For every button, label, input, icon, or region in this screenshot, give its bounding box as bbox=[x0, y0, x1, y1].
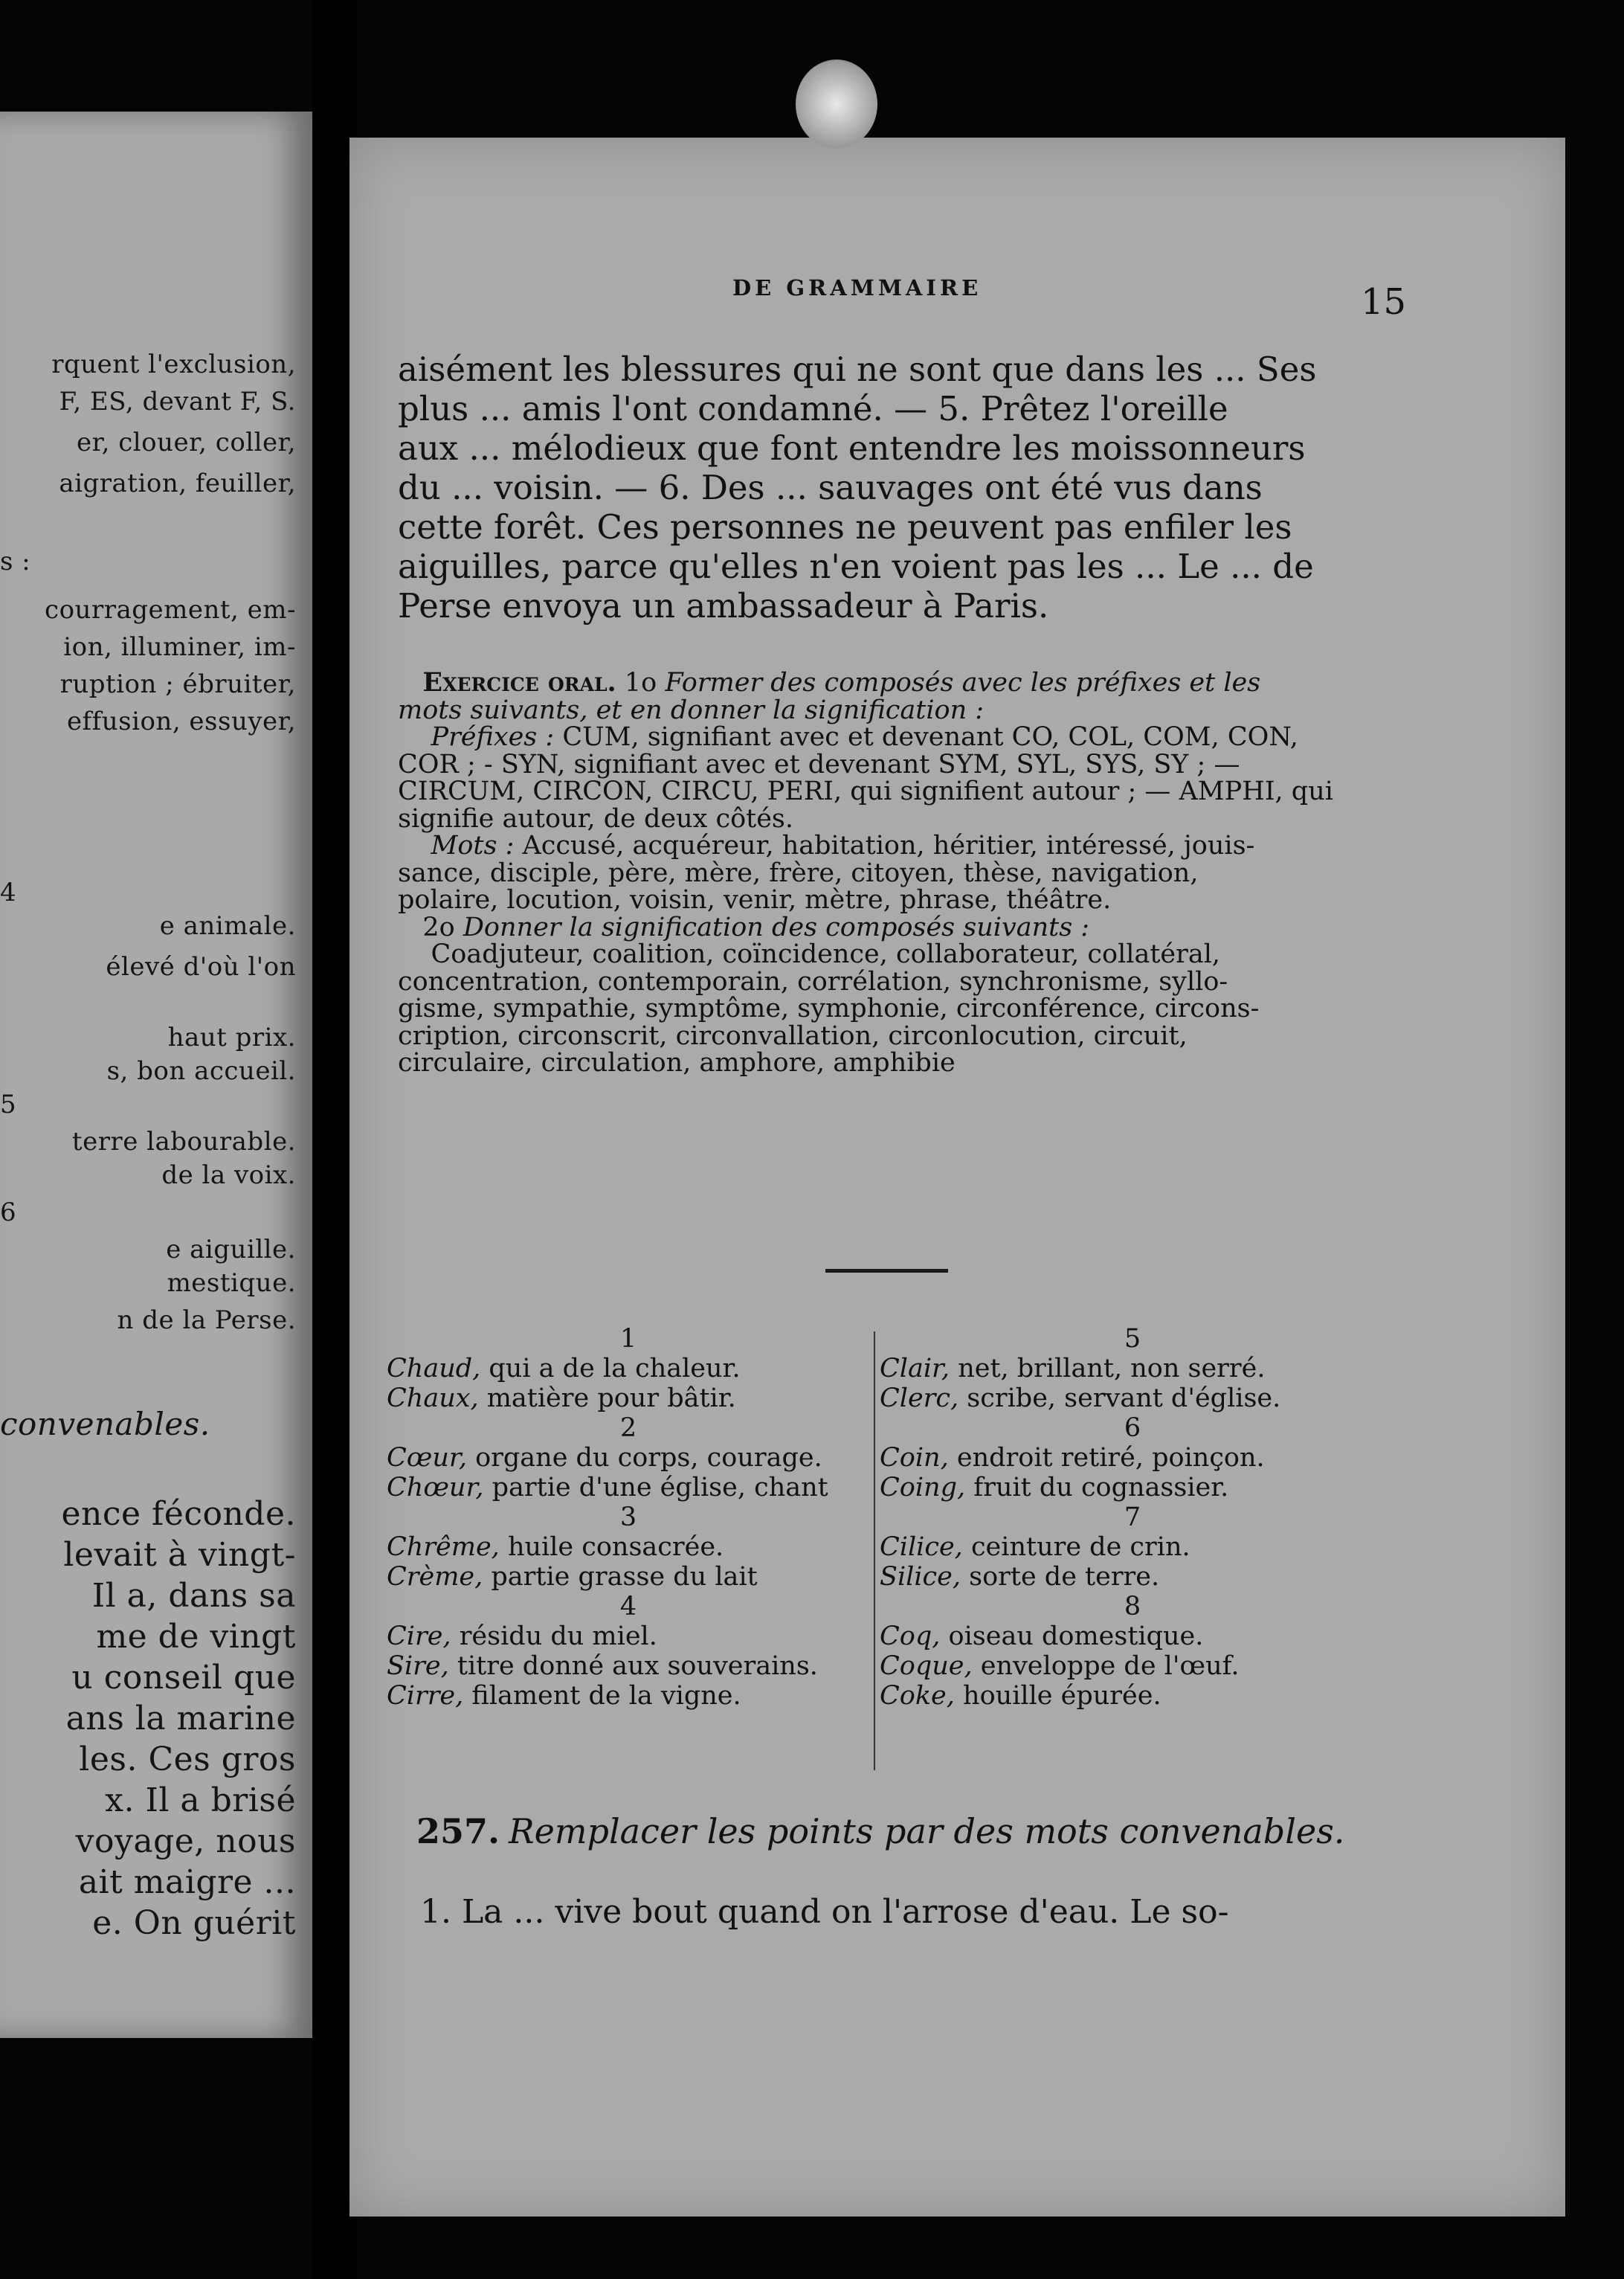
exercise-instruction: mots suivants, et en donner la signification : bbox=[398, 695, 985, 725]
homonym-group-number: 3 bbox=[619, 1502, 637, 1532]
left-page-line: e. On guérit bbox=[92, 1904, 296, 1942]
left-page-line: ence féconde. bbox=[61, 1495, 296, 1533]
part2-text: Coadjuteur, coalition, coïncidence, collaborateur, collatéral, bbox=[431, 939, 1221, 969]
exercise-instruction: Donner la signification des composés suivants : bbox=[463, 912, 1090, 942]
left-page-line: élevé d'où l'on bbox=[106, 952, 296, 982]
mots-text: Accusé, acquéreur, habitation, héritier, intéressé, jouis- bbox=[522, 831, 1255, 861]
prefixes-line bbox=[398, 724, 1398, 751]
homonym-word: Coin, bbox=[880, 1443, 949, 1473]
homonym-entry bbox=[387, 1383, 870, 1413]
homonym-entry bbox=[880, 1621, 1385, 1651]
left-page-line: mestique. bbox=[167, 1268, 296, 1298]
left-page-line: convenables. bbox=[0, 1406, 210, 1442]
left-page-line: aigration, feuiller, bbox=[59, 469, 296, 498]
exercise-instruction: Remplacer les points par des mots convenables. bbox=[509, 1811, 1345, 1851]
column-separator bbox=[874, 1331, 875, 1770]
homonym-definition: huile consacrée. bbox=[507, 1532, 724, 1562]
part-number: 1o bbox=[624, 668, 657, 698]
left-page-line: haut prix. bbox=[167, 1023, 296, 1052]
left-page-line: x. Il a brisé bbox=[105, 1781, 296, 1819]
homonym-word: Cirre, bbox=[387, 1681, 464, 1711]
homonym-entry bbox=[387, 1562, 870, 1592]
homonym-definition: partie d'une église, chant bbox=[492, 1473, 828, 1502]
left-page-line: n de la Perse. bbox=[117, 1305, 296, 1335]
homonym-group-number: 8 bbox=[1124, 1592, 1141, 1621]
left-page-line: Il a, dans sa bbox=[91, 1577, 296, 1615]
homonym-word: Chrême, bbox=[387, 1532, 500, 1562]
paragraph-line: aisément les blessures qui ne sont que dans les ... Ses bbox=[398, 350, 1317, 389]
part2-line: cription, circonscrit, circonvallation, circonlocution, circuit, bbox=[398, 1020, 1188, 1051]
homonym-definition: partie grasse du lait bbox=[491, 1562, 758, 1592]
left-page-line: ruption ; ébruiter, bbox=[59, 669, 296, 699]
exercise-number: 257. bbox=[416, 1811, 500, 1851]
mots-line: sance, disciple, père, mère, frère, citoyen, thèse, navigation, bbox=[398, 858, 1199, 888]
mots-line bbox=[398, 832, 1398, 860]
homonym-entry bbox=[387, 1681, 870, 1711]
prefixes-line: CIRCUM, CIRCON, CIRCU, PERI, qui signifient autour ; — AMPHI, qui bbox=[398, 777, 1333, 806]
exercise-instruction-line bbox=[398, 697, 1398, 724]
left-page-line: ans la marine bbox=[65, 1700, 296, 1738]
paper-stain bbox=[796, 60, 877, 149]
left-page-line: voyage, nous bbox=[75, 1822, 296, 1860]
homonym-entry bbox=[880, 1681, 1385, 1711]
left-page-line: 6 bbox=[0, 1198, 17, 1227]
homonym-word: Sire, bbox=[387, 1651, 449, 1681]
homonym-entry bbox=[880, 1473, 1385, 1502]
oral-exercise bbox=[398, 669, 1398, 1077]
homonym-group-number: 2 bbox=[619, 1413, 637, 1443]
homonym-group-number: 7 bbox=[1124, 1502, 1141, 1532]
running-header: DE GRAMMAIRE bbox=[732, 275, 982, 300]
homonym-entry bbox=[387, 1473, 870, 1502]
exercise-257-first-line: 1. La ... vive bout quand on l'arrose d'eau. Le so- bbox=[420, 1893, 1229, 1931]
homonym-entry bbox=[387, 1532, 870, 1562]
part-number: 2o bbox=[422, 912, 455, 942]
left-page-line: 5 bbox=[0, 1090, 17, 1119]
paragraph-line: aux ... mélodieux que font entendre les moissonneurs bbox=[398, 428, 1306, 468]
homonym-word: Cire, bbox=[387, 1621, 451, 1651]
homonym-entry bbox=[880, 1383, 1385, 1413]
homonym-definition: oiseau domestique. bbox=[948, 1621, 1204, 1651]
exercise-257-heading bbox=[416, 1811, 1344, 1851]
exercise-intro bbox=[398, 669, 1398, 697]
left-page bbox=[0, 112, 312, 2038]
paragraph-line: du ... voisin. — 6. Des ... sauvages ont été vus dans bbox=[398, 468, 1263, 507]
homonym-group-number: 4 bbox=[619, 1592, 637, 1621]
homonym-definition: houille épurée. bbox=[963, 1681, 1161, 1711]
left-page-line: ait maigre ... bbox=[78, 1863, 296, 1901]
homonym-definition: ceinture de crin. bbox=[970, 1532, 1190, 1562]
body-paragraph bbox=[398, 350, 1398, 626]
left-page-line: effusion, essuyer, bbox=[66, 707, 296, 736]
left-page-line: terre labourable. bbox=[71, 1127, 296, 1157]
left-page-line: e aiguille. bbox=[166, 1235, 296, 1264]
homonym-word: Clerc, bbox=[880, 1383, 959, 1413]
part2-intro bbox=[398, 914, 1398, 942]
homonym-definition: net, brillant, non serré. bbox=[958, 1354, 1266, 1383]
homonym-definition: titre donné aux souverains. bbox=[457, 1651, 818, 1681]
homonym-definition: fruit du cognassier. bbox=[973, 1473, 1229, 1502]
left-page-line: courragement, em- bbox=[45, 595, 296, 625]
homonym-word: Coke, bbox=[880, 1681, 955, 1711]
homonym-word: Coing, bbox=[880, 1473, 966, 1502]
homonym-word: Crème, bbox=[387, 1562, 483, 1592]
left-page-line: les. Ces gros bbox=[79, 1740, 296, 1778]
homonym-definition: filament de la vigne. bbox=[471, 1681, 741, 1711]
part2-line: circulaire, circulation, amphore, amphibie bbox=[398, 1048, 956, 1078]
homonyms-left-column bbox=[387, 1324, 870, 1711]
homonym-definition: scribe, servant d'église. bbox=[967, 1383, 1281, 1413]
homonym-definition: sorte de terre. bbox=[969, 1562, 1160, 1592]
homonym-word: Coque, bbox=[880, 1651, 973, 1681]
left-page-line: levait à vingt- bbox=[63, 1536, 296, 1574]
left-page-line: s : bbox=[0, 547, 31, 576]
homonym-entry bbox=[880, 1651, 1385, 1681]
left-page-line: s, bon accueil. bbox=[106, 1056, 296, 1086]
part2-line: gisme, sympathie, symptôme, symphonie, circonférence, circons- bbox=[398, 994, 1260, 1023]
homonym-entry bbox=[880, 1562, 1385, 1592]
homonym-group-number: 5 bbox=[1124, 1324, 1141, 1354]
prefixes-text: CUM, signifiant avec et devenant CO, COL, COM, CON, bbox=[562, 722, 1298, 752]
homonym-definition: enveloppe de l'œuf. bbox=[980, 1651, 1240, 1681]
left-page-line: er, clouer, coller, bbox=[77, 428, 296, 457]
homonym-word: Coq, bbox=[880, 1621, 941, 1651]
left-page-line: me de vingt bbox=[96, 1618, 296, 1656]
paragraph-line: plus ... amis l'ont condamné. — 5. Prêtez l'oreille bbox=[398, 389, 1228, 428]
left-page-line: u conseil que bbox=[71, 1659, 296, 1697]
homonym-word: Clair, bbox=[880, 1354, 950, 1383]
part2-line: concentration, contemporain, corrélation, synchronisme, syllo- bbox=[398, 966, 1228, 997]
homonym-entry bbox=[880, 1532, 1385, 1562]
homonym-word: Chaux, bbox=[387, 1383, 479, 1413]
homonym-group-number: 1 bbox=[619, 1324, 637, 1354]
homonym-group-number: 6 bbox=[1124, 1413, 1141, 1443]
homonym-entry bbox=[880, 1354, 1385, 1383]
homonym-entry bbox=[387, 1354, 870, 1383]
exercise-title: Exercice oral. bbox=[422, 667, 616, 698]
part2-line bbox=[398, 941, 1398, 968]
homonym-definition: matière pour bâtir. bbox=[486, 1383, 736, 1413]
left-page-line: ion, illuminer, im- bbox=[63, 632, 296, 662]
homonym-word: Chaud, bbox=[387, 1354, 481, 1383]
homonym-entry bbox=[387, 1621, 870, 1651]
homonym-word: Silice, bbox=[880, 1562, 961, 1592]
homonym-entry bbox=[387, 1443, 870, 1473]
homonym-entry bbox=[387, 1651, 870, 1681]
homonym-definition: résidu du miel. bbox=[459, 1621, 657, 1651]
prefixes-line: signifie autour, de deux côtés. bbox=[398, 803, 794, 834]
homonyms-right-column bbox=[880, 1324, 1385, 1711]
exercise-instruction: Former des composés avec les préfixes et les bbox=[665, 668, 1261, 698]
homonym-definition: organe du corps, courage. bbox=[475, 1443, 822, 1473]
prefixes-line: COR ; - SYN, signifiant avec et devenant SYM, SYL, SYS, SY ; — bbox=[398, 749, 1240, 780]
left-page-line: rquent l'exclusion, bbox=[51, 350, 296, 379]
paragraph-line: Perse envoya un ambassadeur à Paris. bbox=[398, 586, 1049, 626]
homonym-entry bbox=[880, 1443, 1385, 1473]
paragraph-line: cette forêt. Ces personnes ne peuvent pas enfiler les bbox=[398, 507, 1292, 547]
mots-line: polaire, locution, voisin, venir, mètre, phrase, théâtre. bbox=[398, 885, 1112, 915]
homonym-word: Cilice, bbox=[880, 1532, 963, 1562]
section-divider bbox=[825, 1269, 948, 1273]
homonym-definition: qui a de la chaleur. bbox=[489, 1354, 741, 1383]
homonym-definition: endroit retiré, poinçon. bbox=[956, 1443, 1265, 1473]
paragraph-line: aiguilles, parce qu'elles n'en voient pas les ... Le ... de bbox=[398, 547, 1314, 586]
homonym-word: Chœur, bbox=[387, 1473, 484, 1502]
left-page-line: 4 bbox=[0, 878, 17, 907]
left-page-line: F, ES, devant F, S. bbox=[59, 387, 296, 417]
homonym-word: Cœur, bbox=[387, 1443, 467, 1473]
mots-label: Mots : bbox=[431, 831, 515, 861]
left-page-line: e animale. bbox=[159, 911, 296, 941]
left-page-line: de la voix. bbox=[161, 1160, 296, 1190]
prefixes-label: Préfixes : bbox=[431, 722, 555, 752]
page-number: 15 bbox=[1361, 281, 1407, 323]
